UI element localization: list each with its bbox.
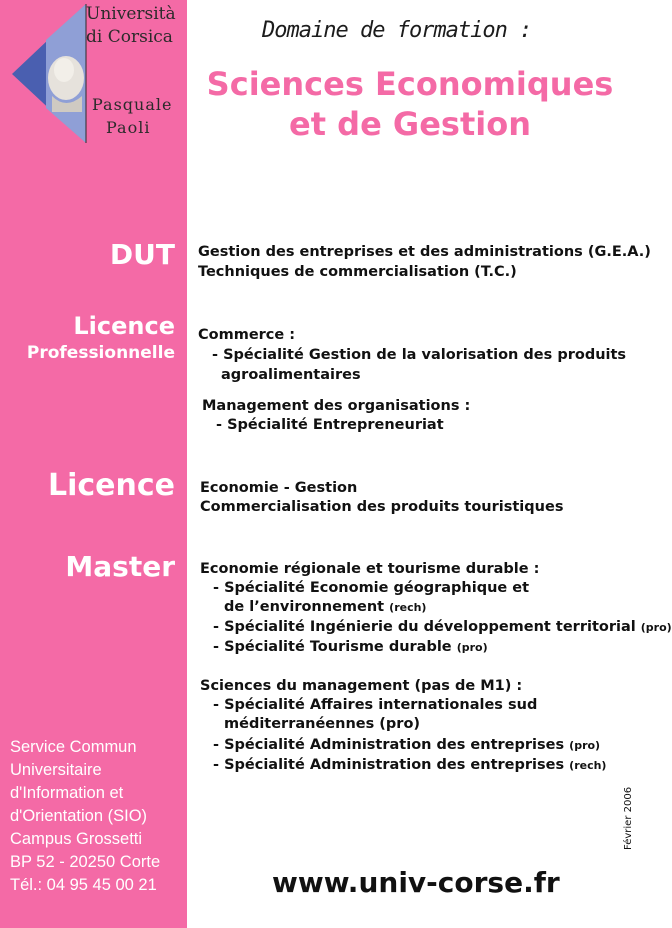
tag-rech: (rech) bbox=[389, 601, 427, 614]
section-label-dut: DUT bbox=[109, 238, 175, 271]
master-sm-spec-2: - Spécialité Administration des entreprises (pro) bbox=[213, 737, 601, 753]
lp-management-heading: Management des organisations : bbox=[202, 398, 471, 414]
sio-line: Service Commun bbox=[10, 738, 137, 756]
lp-commerce-heading: Commerce : bbox=[198, 327, 296, 343]
tag-rech: (rech) bbox=[569, 759, 607, 772]
licence-item: Economie - Gestion bbox=[200, 480, 358, 496]
sio-phone: Tél.: 04 95 45 00 21 bbox=[10, 876, 157, 894]
title-line-1: Sciences Economiques bbox=[206, 65, 614, 103]
master-eco-spec-1-cont: de l’environnement (rech) bbox=[224, 599, 427, 615]
lp-commerce-spec: - Spécialité Gestion de la valorisation des produits bbox=[212, 347, 627, 363]
title-line-2: et de Gestion bbox=[289, 105, 531, 143]
master-sm-heading: Sciences du management (pas de M1) : bbox=[200, 678, 523, 694]
section-label-professionnelle: Professionnelle bbox=[26, 343, 175, 363]
logo-text-di-corsica: di Corsica bbox=[86, 27, 173, 47]
sio-line: d'Information et bbox=[10, 784, 124, 802]
logo-text-pasquale: Pasquale bbox=[92, 95, 173, 114]
page-title bbox=[205, 64, 615, 144]
licence-item: Commercialisation des produits touristiques bbox=[200, 499, 564, 515]
logo-text-paoli: Paoli bbox=[106, 118, 151, 137]
edition-date: Février 2006 bbox=[623, 786, 634, 850]
tag-pro: (pro) bbox=[456, 641, 488, 654]
sio-line: Universitaire bbox=[10, 761, 102, 779]
master-eco-spec-1: - Spécialité Economie géographique et bbox=[213, 580, 530, 596]
tag-pro: (pro) bbox=[569, 739, 601, 752]
sio-line: Campus Grossetti bbox=[10, 830, 143, 848]
website-link[interactable]: www.univ-corse.fr bbox=[272, 866, 560, 899]
tag-pro: (pro) bbox=[640, 621, 672, 634]
sio-line: d'Orientation (SIO) bbox=[10, 807, 148, 825]
master-sm-spec-1: - Spécialité Affaires internationales sud bbox=[213, 697, 538, 713]
section-label-licence: Licence bbox=[47, 468, 175, 503]
master-eco-spec-3: - Spécialité Tourisme durable (pro) bbox=[213, 639, 488, 655]
dut-item: Gestion des entreprises et des administrations (G.E.A.) bbox=[198, 244, 651, 260]
logo-text-universita: Università bbox=[86, 4, 176, 24]
master-sm-spec-1-cont: méditerranéennes (pro) bbox=[224, 716, 421, 732]
lp-commerce-spec-cont: agroalimentaires bbox=[221, 367, 361, 383]
sio-contact-block bbox=[10, 736, 182, 897]
domain-heading: Domaine de formation : bbox=[262, 18, 532, 43]
master-sm-spec-3: - Spécialité Administration des entreprises (rech) bbox=[213, 757, 607, 773]
master-eco-spec-2: - Spécialité Ingénierie du développement territorial (pro) bbox=[213, 619, 672, 635]
lp-management-spec: - Spécialité Entrepreneuriat bbox=[216, 417, 444, 433]
sio-line: BP 52 - 20250 Corte bbox=[10, 853, 161, 871]
section-label-master: Master bbox=[65, 550, 175, 583]
master-eco-heading: Economie régionale et tourisme durable : bbox=[200, 561, 540, 577]
dut-item: Techniques de commercialisation (T.C.) bbox=[198, 264, 517, 280]
section-label-licence-pro: Licence bbox=[73, 312, 175, 340]
